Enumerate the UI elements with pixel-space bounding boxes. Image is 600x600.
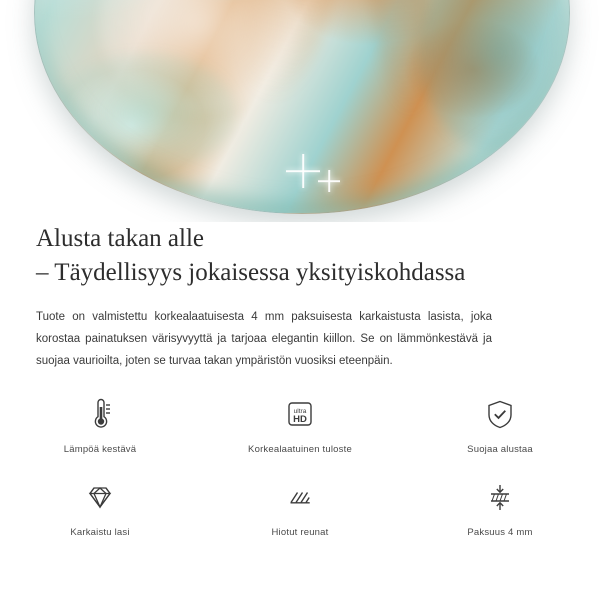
feature-high-quality-print [200, 392, 400, 467]
feature-label: Korkealaatuinen tuloste [248, 444, 352, 455]
feature-tempered-glass [0, 475, 200, 550]
feature-label: Paksuus 4 mm [467, 527, 533, 538]
svg-text:ultra: ultra [293, 408, 307, 415]
feature-heat-resistant [0, 392, 200, 467]
feature-polished-edges [200, 475, 400, 550]
glass-rim [35, 0, 569, 213]
feature-label: Suojaa alustaa [467, 444, 533, 455]
feature-label: Karkaistu lasi [70, 527, 130, 538]
polished-edges-icon [280, 475, 320, 519]
diamond-icon [80, 475, 120, 519]
feature-protects-surface [400, 392, 600, 467]
svg-text:HD: HD [293, 414, 307, 425]
thickness-arrows-icon [480, 475, 520, 519]
feature-label: Lämpöä kestävä [63, 444, 137, 455]
headline-line-1: Alusta takan alle [36, 225, 204, 252]
ultra-hd-icon [280, 392, 320, 436]
feature-grid [0, 392, 600, 550]
round-marble-glass-print [34, 0, 570, 214]
hero-image [0, 0, 600, 222]
feature-thickness [400, 475, 600, 550]
thermometer-icon [80, 392, 120, 436]
page-title [0, 222, 600, 290]
feature-label: Hiotut reunat [271, 527, 329, 538]
shield-check-icon [480, 392, 520, 436]
headline-line-2: – Täydellisyys jokaisessa yksityiskohdassa [36, 259, 466, 286]
text-content [0, 222, 600, 372]
description-paragraph: Tuote on valmistettu korkealaatuisesta 4 mm paksuisesta karkaistusta lasista, joka korostaa painatuksen värisyvyyttä ja tarjoaa elegantin kiillon. Se on lämmönkestävä ja suojaa vaurioilta, joten se turvaa takan ympäristön vuosiksi eteenpäin. [36, 311, 492, 367]
